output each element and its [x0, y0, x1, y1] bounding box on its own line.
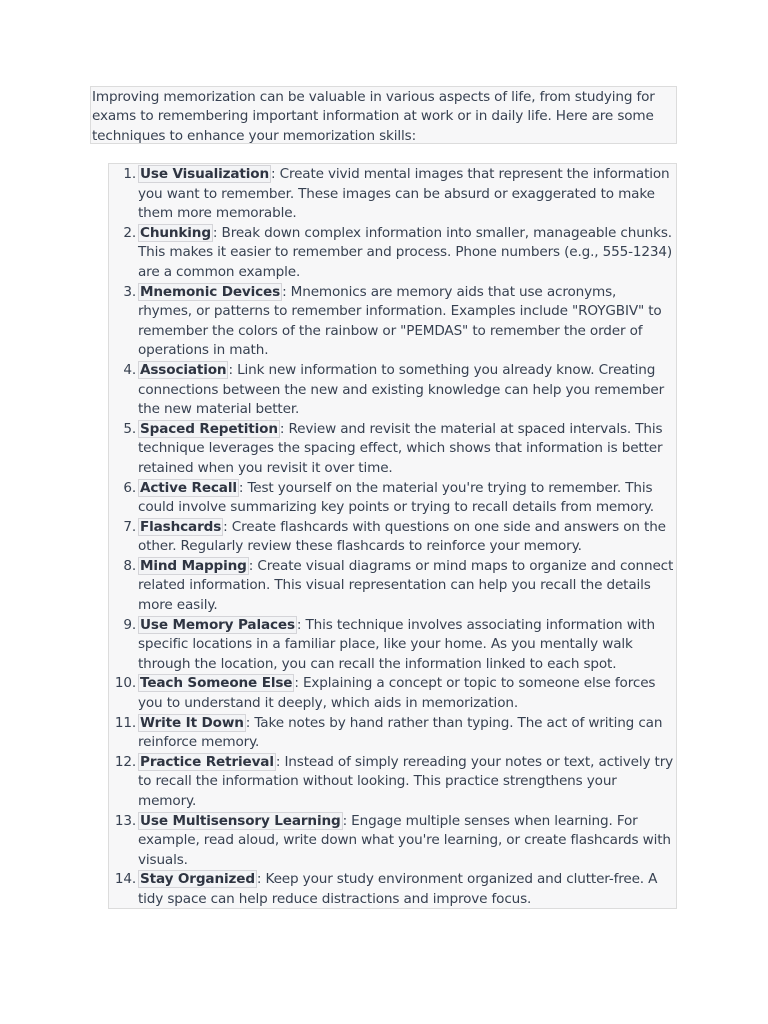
- technique-description: : This technique involves associating information with specific locations in a familiar place, like your home. As you mentally walk through the location, you can recall the information linked to each spot.: [138, 616, 655, 672]
- list-item-number: 5 .: [109, 420, 138, 440]
- list-item-number: 8 .: [109, 557, 138, 577]
- list-item: [109, 165, 676, 224]
- technique-term: Mnemonic Devices: [140, 283, 281, 300]
- technique-description: : Break down complex information into smaller, manageable chunks. This makes it easier to remember and process. Phone numbers (e.g., 555-1234) are a common example.: [138, 224, 673, 280]
- technique-description: : Explaining a concept or topic to someone else forces you to understand it deeply, which aids in memorization.: [138, 675, 656, 712]
- list-item: [109, 224, 676, 283]
- list-item: [109, 674, 676, 713]
- technique-term: Stay Organized: [140, 871, 255, 888]
- list-item-number: 6 .: [109, 479, 138, 499]
- technique-term: Active Recall: [140, 479, 237, 496]
- technique-term: Use Memory Palaces: [140, 616, 295, 633]
- technique-description: : Take notes by hand rather than typing. The act of writing can reinforce memory.: [138, 714, 663, 751]
- list-item-number: 11 .: [109, 714, 138, 734]
- list-item: [109, 616, 676, 675]
- technique-term: Chunking: [140, 224, 211, 241]
- list-item: [109, 714, 676, 753]
- technique-description: : Create vivid mental images that represent the information you want to remember. These images can be absurd or exaggerated to make them more memorable.: [138, 166, 670, 222]
- list-item: [109, 518, 676, 557]
- techniques-list-box: [108, 163, 677, 909]
- list-item-number: 4 .: [109, 361, 138, 381]
- intro-paragraph: Improving memorization can be valuable in various aspects of life, from studying for exams to remembering important information at work or in daily life. Here are some techniques to enhance your memorization skills:: [90, 86, 677, 144]
- list-item-number: 14 .: [109, 870, 138, 890]
- technique-term: Flashcards: [140, 518, 222, 535]
- technique-term: Spaced Repetition: [140, 420, 278, 437]
- list-item: [109, 420, 676, 479]
- list-item-number: 9 .: [109, 616, 138, 636]
- list-item-number: 12 .: [109, 753, 138, 773]
- list-item: [109, 557, 676, 616]
- list-item-number: 1 .: [109, 165, 138, 185]
- list-item: [109, 479, 676, 518]
- technique-term: Use Multisensory Learning: [140, 812, 341, 829]
- list-item: [109, 870, 676, 909]
- list-item-number: 2 .: [109, 224, 138, 244]
- techniques-list: [109, 164, 676, 909]
- technique-description: : Engage multiple senses when learning. For example, read aloud, write down what you're learning, or create flashcards with visuals.: [138, 812, 671, 868]
- technique-description: : Review and revisit the material at spaced intervals. This technique leverages the spacing effect, which shows that information is better retained when you revisit it over time.: [138, 420, 663, 476]
- technique-description: : Keep your study environment organized and clutter-free. A tidy space can help reduce distractions and improve focus.: [138, 871, 658, 907]
- technique-term: Teach Someone Else: [140, 675, 293, 692]
- list-item: [109, 812, 676, 871]
- technique-term: Practice Retrieval: [140, 753, 274, 770]
- list-item: [109, 361, 676, 420]
- list-item-number: 7 .: [109, 518, 138, 538]
- technique-description: : Instead of simply rereading your notes or text, actively try to recall the information without looking. This practice strengthens your memory.: [138, 753, 674, 809]
- list-item-number: 10 .: [109, 674, 138, 694]
- technique-term: Write It Down: [140, 714, 244, 731]
- technique-description: : Create visual diagrams or mind maps to organize and connect related information. This visual representation can help you recall the details more easily.: [138, 557, 674, 614]
- technique-term: Association: [140, 361, 227, 378]
- technique-term: Mind Mapping: [140, 557, 247, 574]
- technique-description: : Link new information to something you already know. Creating connections between the new and existing knowledge can help you remember the new material better.: [138, 361, 665, 418]
- list-item-number: 3 .: [109, 283, 138, 303]
- technique-term: Use Visualization: [140, 166, 269, 182]
- technique-description: : Mnemonics are memory aids that use acronyms, rhymes, or patterns to remember information. Examples include "ROYGBIV" to remember the colors of the rainbow or "PEMDAS" to remember the order of operations in math.: [138, 283, 662, 359]
- list-item: [109, 753, 676, 812]
- technique-description: : Test yourself on the material you're trying to remember. This could involve summarizing key points or trying to recall details from memory.: [138, 479, 654, 516]
- list-item: [109, 283, 676, 361]
- list-item-number: 13 .: [109, 812, 138, 832]
- technique-description: : Create flashcards with questions on one side and answers on the other. Regularly review these flashcards to reinforce your memory.: [138, 518, 666, 555]
